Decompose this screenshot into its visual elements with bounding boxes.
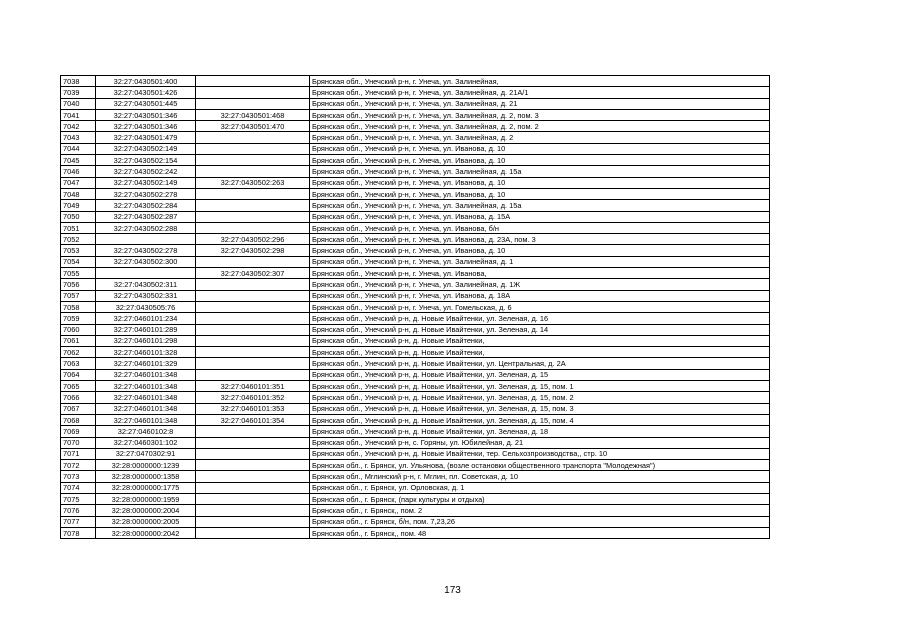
parent-cadastral-number-cell: 32:27:0430502:307 [196,268,310,279]
table-row [61,177,770,188]
cadastral-number-cell: 32:27:0430501:445 [96,98,196,109]
address-cell: Брянская обл., Унечский р-н, д. Новые Ивайтенки, ул. Зеленая, д. 18 [310,426,770,437]
address-cell: Брянская обл., Унечский р-н, г. Унеча, ул. Иванова, б/н [310,222,770,233]
cadastral-number-cell: 32:28:0000000:2004 [96,505,196,516]
table-row [61,437,770,448]
row-number-cell: 7049 [61,200,96,211]
cadastral-number-cell: 32:27:0460102:8 [96,426,196,437]
table-row [61,234,770,245]
parent-cadastral-number-cell [196,143,310,154]
row-number-cell: 7051 [61,222,96,233]
table-row [61,403,770,414]
parent-cadastral-number-cell [196,313,310,324]
row-number-cell: 7054 [61,256,96,267]
row-number-cell: 7064 [61,369,96,380]
table-row [61,392,770,403]
cadastral-number-cell: 32:28:0000000:2005 [96,516,196,527]
address-cell: Брянская обл., Унечский р-н, д. Новые Ивайтенки, ул. Зеленая, д. 16 [310,313,770,324]
table-row [61,448,770,459]
row-number-cell: 7065 [61,381,96,392]
table-row [61,358,770,369]
row-number-cell: 7048 [61,188,96,199]
address-cell: Брянская обл., Унечский р-н, д. Новые Ивайтенки, тер. Сельхозпроизводства,, стр. 10 [310,448,770,459]
table-row [61,143,770,154]
cadastral-number-cell: 32:27:0460101:348 [96,392,196,403]
row-number-cell: 7050 [61,211,96,222]
address-cell: Брянская обл., г. Брянск,, пом. 48 [310,527,770,538]
table-row [61,268,770,279]
table-row [61,211,770,222]
table-row [61,76,770,87]
parent-cadastral-number-cell [196,132,310,143]
row-number-cell: 7072 [61,460,96,471]
parent-cadastral-number-cell [196,166,310,177]
address-cell: Брянская обл., Унечский р-н, г. Унеча, ул. Залинейная, д. 1Ж [310,279,770,290]
row-number-cell: 7071 [61,448,96,459]
cadastral-number-cell: 32:27:0430502:284 [96,200,196,211]
address-cell: Брянская обл., Унечский р-н, г. Унеча, ул. Залинейная, д. 2 [310,132,770,143]
table-row [61,369,770,380]
parent-cadastral-number-cell [196,335,310,346]
cadastral-number-cell: 32:27:0430501:426 [96,87,196,98]
cadastral-number-cell: 32:27:0430502:287 [96,211,196,222]
row-number-cell: 7076 [61,505,96,516]
parent-cadastral-number-cell [196,482,310,493]
row-number-cell: 7056 [61,279,96,290]
parent-cadastral-number-cell: 32:27:0430502:296 [196,234,310,245]
parent-cadastral-number-cell [196,155,310,166]
table-row [61,222,770,233]
address-cell: Брянская обл., Унечский р-н, г. Унеча, ул. Залинейная, д. 15а [310,166,770,177]
table-row [61,188,770,199]
address-cell: Брянская обл., Унечский р-н, г. Унеча, ул. Иванова, [310,268,770,279]
address-cell: Брянская обл., Унечский р-н, д. Новые Ивайтенки, ул. Зеленая, д. 15, пом. 1 [310,381,770,392]
table-row [61,527,770,538]
address-cell: Брянская обл., Унечский р-н, д. Новые Ивайтенки, ул. Зеленая, д. 15 [310,369,770,380]
row-number-cell: 7059 [61,313,96,324]
table-row [61,482,770,493]
cadastral-number-cell [96,234,196,245]
table-row [61,279,770,290]
row-number-cell: 7052 [61,234,96,245]
address-cell: Брянская обл., Унечский р-н, г. Унеча, ул. Иванова, д. 15А [310,211,770,222]
address-cell: Брянская обл., г. Брянск, ул. Орловская, д. 1 [310,482,770,493]
cadastral-number-cell: 32:27:0460101:348 [96,403,196,414]
cadastral-number-cell: 32:28:0000000:1775 [96,482,196,493]
parent-cadastral-number-cell: 32:27:0460101:354 [196,414,310,425]
cadastral-number-cell: 32:27:0460101:348 [96,369,196,380]
parent-cadastral-number-cell [196,87,310,98]
row-number-cell: 7058 [61,301,96,312]
address-cell: Брянская обл., Унечский р-н, г. Унеча, ул. Иванова, д. 10 [310,188,770,199]
cadastral-number-cell: 32:27:0460101:329 [96,358,196,369]
parent-cadastral-number-cell [196,527,310,538]
cadastral-number-cell: 32:27:0430502:278 [96,245,196,256]
row-number-cell: 7073 [61,471,96,482]
cadastral-number-cell: 32:27:0460101:298 [96,335,196,346]
address-cell: Брянская обл., Унечский р-н, д. Новые Ивайтенки, [310,347,770,358]
table-row [61,426,770,437]
row-number-cell: 7040 [61,98,96,109]
address-cell: Брянская обл., г. Брянск, ул. Ульянова, (возле остановки общественного транспорта "Молодежная") [310,460,770,471]
table-row [61,381,770,392]
property-table [60,75,770,539]
address-cell: Брянская обл., г. Брянск, б/н, пом. 7,23,26 [310,516,770,527]
cadastral-number-cell: 32:27:0430505:76 [96,301,196,312]
parent-cadastral-number-cell [196,324,310,335]
row-number-cell: 7074 [61,482,96,493]
parent-cadastral-number-cell [196,188,310,199]
cadastral-number-cell: 32:27:0460101:348 [96,414,196,425]
parent-cadastral-number-cell [196,301,310,312]
address-cell: Брянская обл., Унечский р-н, г. Унеча, ул. Залинейная, д. 1 [310,256,770,267]
cadastral-number-cell: 32:27:0430502:149 [96,143,196,154]
row-number-cell: 7075 [61,493,96,504]
row-number-cell: 7043 [61,132,96,143]
table-row [61,505,770,516]
row-number-cell: 7038 [61,76,96,87]
address-cell: Брянская обл., Унечский р-н, г. Унеча, ул. Иванова, д. 18А [310,290,770,301]
address-cell: Брянская обл., Унечский р-н, г. Унеча, ул. Залинейная, [310,76,770,87]
address-cell: Брянская обл., Унечский р-н, г. Унеча, ул. Иванова, д. 23А, пом. 3 [310,234,770,245]
row-number-cell: 7047 [61,177,96,188]
parent-cadastral-number-cell [196,279,310,290]
cadastral-number-cell: 32:27:0430502:331 [96,290,196,301]
parent-cadastral-number-cell: 32:27:0460101:353 [196,403,310,414]
table-row [61,98,770,109]
parent-cadastral-number-cell [196,516,310,527]
cadastral-number-cell: 32:27:0430501:346 [96,121,196,132]
cadastral-number-cell: 32:28:0000000:1239 [96,460,196,471]
cadastral-number-cell: 32:27:0460101:234 [96,313,196,324]
address-cell: Брянская обл., Унечский р-н, д. Новые Ивайтенки, ул. Зеленая, д. 14 [310,324,770,335]
parent-cadastral-number-cell: 32:27:0460101:352 [196,392,310,403]
parent-cadastral-number-cell: 32:27:0460101:351 [196,381,310,392]
parent-cadastral-number-cell [196,76,310,87]
address-cell: Брянская обл., Унечский р-н, г. Унеча, ул. Иванова, д. 10 [310,143,770,154]
cadastral-number-cell: 32:27:0430502:311 [96,279,196,290]
table-body [61,76,770,539]
address-cell: Брянская обл., Унечский р-н, г. Унеча, ул. Иванова, д. 10 [310,155,770,166]
cadastral-number-cell: 32:27:0430502:300 [96,256,196,267]
address-cell: Брянская обл., Унечский р-н, д. Новые Ивайтенки, ул. Зеленая, д. 15, пом. 3 [310,403,770,414]
cadastral-number-cell [96,268,196,279]
address-cell: Брянская обл., Унечский р-н, г. Унеча, ул. Гомельская, д. 6 [310,301,770,312]
row-number-cell: 7069 [61,426,96,437]
cadastral-number-cell: 32:27:0430501:346 [96,109,196,120]
cadastral-number-cell: 32:27:0430502:154 [96,155,196,166]
parent-cadastral-number-cell [196,290,310,301]
parent-cadastral-number-cell [196,471,310,482]
table-row [61,245,770,256]
table-row [61,313,770,324]
row-number-cell: 7067 [61,403,96,414]
parent-cadastral-number-cell [196,347,310,358]
table-row [61,290,770,301]
cadastral-number-cell: 32:27:0460101:289 [96,324,196,335]
row-number-cell: 7039 [61,87,96,98]
table-row [61,155,770,166]
parent-cadastral-number-cell [196,448,310,459]
cadastral-number-cell: 32:27:0430502:242 [96,166,196,177]
cadastral-number-cell: 32:27:0460101:348 [96,381,196,392]
row-number-cell: 7077 [61,516,96,527]
table-row [61,132,770,143]
address-cell: Брянская обл., Унечский р-н, д. Новые Ивайтенки, ул. Центральная, д. 2А [310,358,770,369]
table-row [61,347,770,358]
row-number-cell: 7055 [61,268,96,279]
parent-cadastral-number-cell [196,200,310,211]
parent-cadastral-number-cell: 32:27:0430502:263 [196,177,310,188]
table-row [61,121,770,132]
table-row [61,256,770,267]
row-number-cell: 7068 [61,414,96,425]
table-row [61,335,770,346]
table-row [61,516,770,527]
parent-cadastral-number-cell [196,505,310,516]
row-number-cell: 7041 [61,109,96,120]
row-number-cell: 7042 [61,121,96,132]
row-number-cell: 7070 [61,437,96,448]
cadastral-number-cell: 32:27:0430502:149 [96,177,196,188]
row-number-cell: 7060 [61,324,96,335]
row-number-cell: 7053 [61,245,96,256]
row-number-cell: 7061 [61,335,96,346]
row-number-cell: 7062 [61,347,96,358]
cadastral-number-cell: 32:28:0000000:1959 [96,493,196,504]
parent-cadastral-number-cell [196,437,310,448]
table-row [61,87,770,98]
address-cell: Брянская обл., Мглинский р-н, г. Мглин, пл. Советская, д. 10 [310,471,770,482]
page-number: 173 [444,585,461,596]
row-number-cell: 7046 [61,166,96,177]
cadastral-number-cell: 32:27:0460101:328 [96,347,196,358]
address-cell: Брянская обл., Унечский р-н, г. Унеча, ул. Залинейная, д. 21А/1 [310,87,770,98]
address-cell: Брянская обл., Унечский р-н, г. Унеча, ул. Иванова, д. 10 [310,177,770,188]
cadastral-number-cell: 32:27:0430501:400 [96,76,196,87]
parent-cadastral-number-cell [196,222,310,233]
row-number-cell: 7066 [61,392,96,403]
parent-cadastral-number-cell [196,369,310,380]
table-row [61,109,770,120]
address-cell: Брянская обл., Унечский р-н, г. Унеча, ул. Залинейная, д. 2, пом. 3 [310,109,770,120]
parent-cadastral-number-cell: 32:27:0430502:298 [196,245,310,256]
cadastral-number-cell: 32:27:0430501:479 [96,132,196,143]
cadastral-number-cell: 32:27:0470302:91 [96,448,196,459]
address-cell: Брянская обл., Унечский р-н, г. Унеча, ул. Залинейная, д. 21 [310,98,770,109]
cadastral-number-cell: 32:27:0460301:102 [96,437,196,448]
parent-cadastral-number-cell [196,358,310,369]
table-row [61,324,770,335]
parent-cadastral-number-cell [196,211,310,222]
row-number-cell: 7063 [61,358,96,369]
table-row [61,301,770,312]
address-cell: Брянская обл., Унечский р-н, д. Новые Ивайтенки, ул. Зеленая, д. 15, пом. 2 [310,392,770,403]
parent-cadastral-number-cell: 32:27:0430501:468 [196,109,310,120]
table-row [61,471,770,482]
address-cell: Брянская обл., Унечский р-н, г. Унеча, ул. Иванова, д. 10 [310,245,770,256]
parent-cadastral-number-cell [196,493,310,504]
address-cell: Брянская обл., г. Брянск, (парк культуры и отдыха) [310,493,770,504]
address-cell: Брянская обл., Унечский р-н, д. Новые Ивайтенки, ул. Зеленая, д. 15, пом. 4 [310,414,770,425]
row-number-cell: 7057 [61,290,96,301]
cadastral-number-cell: 32:28:0000000:2042 [96,527,196,538]
parent-cadastral-number-cell [196,460,310,471]
table-row [61,460,770,471]
cadastral-number-cell: 32:28:0000000:1358 [96,471,196,482]
cadastral-number-cell: 32:27:0430502:278 [96,188,196,199]
row-number-cell: 7045 [61,155,96,166]
row-number-cell: 7078 [61,527,96,538]
parent-cadastral-number-cell [196,256,310,267]
cadastral-number-cell: 32:27:0430502:288 [96,222,196,233]
parent-cadastral-number-cell [196,426,310,437]
parent-cadastral-number-cell: 32:27:0430501:470 [196,121,310,132]
address-cell: Брянская обл., Унечский р-н, с. Горяны, ул. Юбилейная, д. 21 [310,437,770,448]
row-number-cell: 7044 [61,143,96,154]
address-cell: Брянская обл., Унечский р-н, г. Унеча, ул. Залинейная, д. 15а [310,200,770,211]
table-row [61,166,770,177]
parent-cadastral-number-cell [196,98,310,109]
table-row [61,493,770,504]
table-row [61,200,770,211]
address-cell: Брянская обл., Унечский р-н, г. Унеча, ул. Залинейная, д. 2, пом. 2 [310,121,770,132]
table-row [61,414,770,425]
address-cell: Брянская обл., г. Брянск,, пом. 2 [310,505,770,516]
address-cell: Брянская обл., Унечский р-н, д. Новые Ивайтенки, [310,335,770,346]
